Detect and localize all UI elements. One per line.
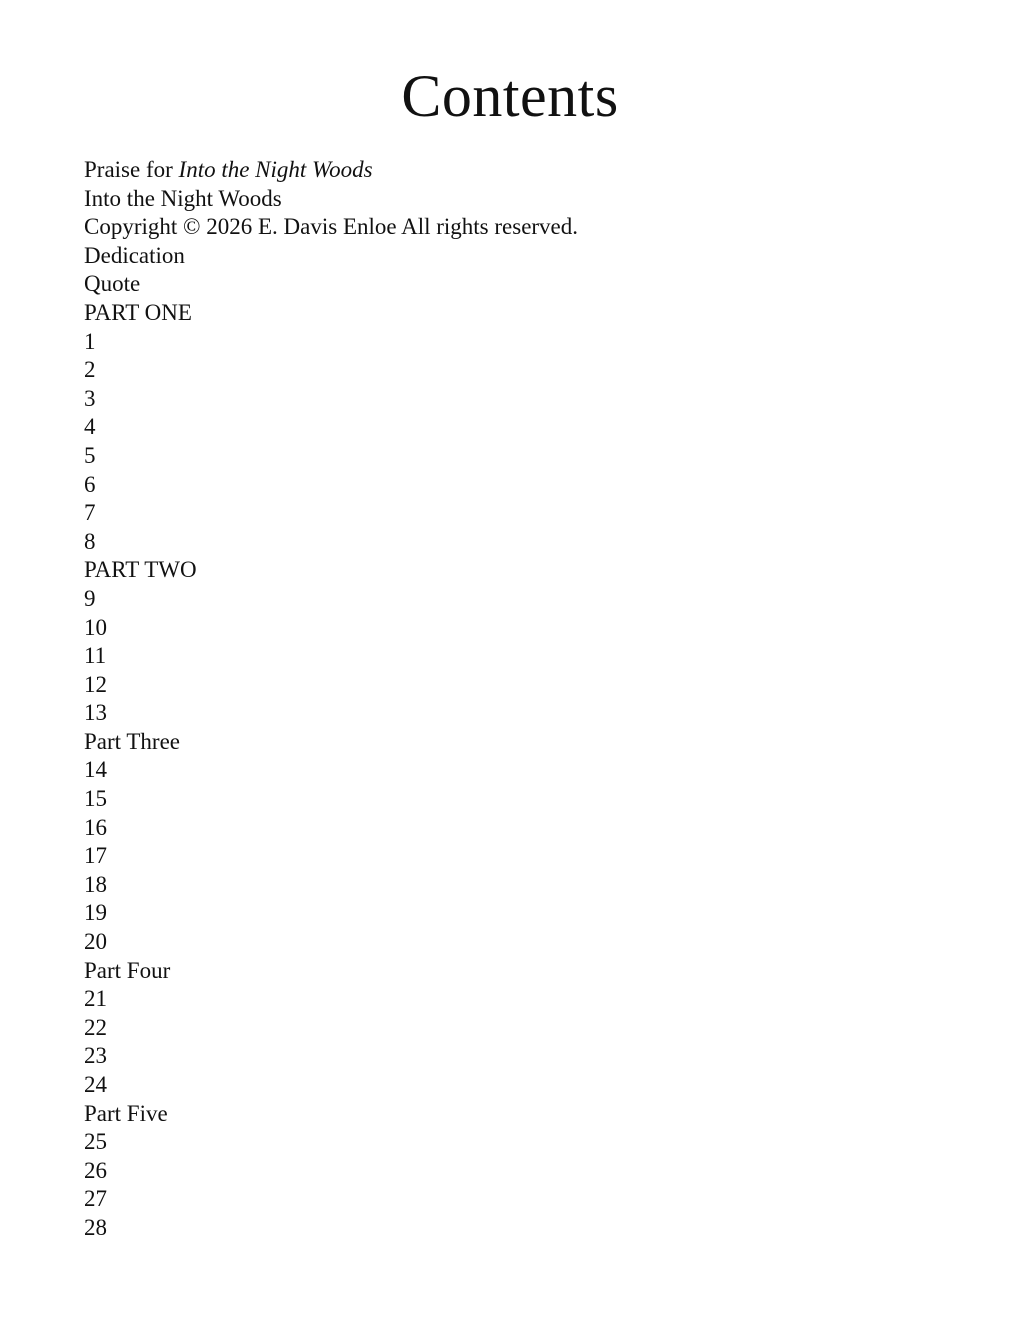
toc-chapter[interactable] (84, 842, 578, 871)
toc-entry-label: Into the Night Woods (84, 185, 282, 211)
toc-part-heading[interactable] (84, 299, 578, 328)
toc-entry-label: PART ONE (84, 299, 192, 325)
toc-entry-label: 5 (84, 442, 96, 468)
toc-entry[interactable] (84, 156, 578, 185)
toc-chapter[interactable] (84, 785, 578, 814)
toc-entry-label: Dedication (84, 242, 185, 268)
toc-entry-label: 1 (84, 328, 96, 354)
toc-chapter[interactable] (84, 756, 578, 785)
toc-entry-label: 24 (84, 1072, 107, 1097)
toc-entry-label: 4 (84, 414, 96, 440)
toc-chapter[interactable] (84, 585, 578, 614)
toc-chapter[interactable] (84, 699, 578, 728)
page-title: Contents (401, 63, 619, 129)
toc-chapter[interactable] (84, 1157, 578, 1186)
toc-entry-label: 21 (84, 986, 107, 1012)
toc-part-heading[interactable] (84, 1100, 578, 1129)
toc-chapter[interactable] (84, 528, 578, 557)
toc-entry-label: 19 (84, 900, 107, 926)
toc-entry[interactable] (84, 185, 578, 214)
toc-entry-label: 6 (84, 471, 96, 497)
toc-entry-label: 12 (84, 671, 107, 697)
toc-entry-label: 7 (84, 500, 96, 526)
toc-entry-label: 13 (84, 700, 107, 726)
toc-entry[interactable] (84, 242, 578, 271)
toc-chapter[interactable] (84, 928, 578, 957)
toc-entry-label: 25 (84, 1129, 107, 1155)
toc-chapter[interactable] (84, 442, 578, 471)
toc-entry-label: 2 (84, 357, 96, 383)
toc-part-heading[interactable] (84, 957, 578, 986)
toc-entry-label: 10 (84, 614, 107, 640)
toc-entry-label: 16 (84, 814, 107, 840)
toc-entry-label: 11 (84, 643, 107, 669)
toc-entry-label: 22 (84, 1014, 107, 1040)
toc-entry-label: 20 (84, 929, 107, 955)
toc-chapter[interactable] (84, 899, 578, 928)
toc-chapter[interactable] (84, 671, 578, 700)
toc-entry[interactable] (84, 270, 578, 299)
toc-entry-label: 23 (84, 1043, 107, 1069)
toc-chapter[interactable] (84, 1185, 578, 1214)
toc-chapter[interactable] (84, 356, 578, 385)
toc-chapter[interactable] (84, 985, 578, 1014)
toc-entry-label: PART TWO (84, 557, 197, 583)
toc-chapter[interactable] (84, 814, 578, 843)
toc-entry-label: 27 (84, 1186, 107, 1212)
toc-chapter[interactable] (84, 614, 578, 643)
toc-entry-label: 3 (84, 385, 96, 411)
table-of-contents (84, 156, 578, 1243)
toc-entry-label: 8 (84, 528, 96, 554)
toc-part-heading[interactable] (84, 728, 578, 757)
toc-chapter[interactable] (84, 471, 578, 500)
toc-entry-label: Praise for (84, 157, 179, 182)
toc-entry-label: Quote (84, 271, 141, 297)
toc-entry-label: Part Three (84, 728, 181, 754)
toc-chapter[interactable] (84, 385, 578, 414)
toc-entry-label: 18 (84, 871, 107, 897)
toc-entry-label: 9 (84, 585, 96, 611)
toc-chapter[interactable] (84, 499, 578, 528)
toc-entry-label: 26 (84, 1157, 107, 1183)
toc-chapter[interactable] (84, 1014, 578, 1043)
toc-entry-label: Part Four (84, 957, 171, 983)
toc-entry-label: 17 (84, 843, 107, 869)
toc-chapter[interactable] (84, 328, 578, 357)
toc-entry-label: 15 (84, 786, 107, 812)
toc-chapter[interactable] (84, 1071, 578, 1100)
toc-entry[interactable] (84, 213, 578, 242)
toc-entry-label: 28 (84, 1214, 107, 1240)
toc-entry-label: Part Five (84, 1100, 168, 1126)
toc-entry-label: Copyright © 2026 E. Davis Enloe All rights reserved. (84, 214, 579, 240)
toc-chapter[interactable] (84, 1214, 578, 1243)
toc-chapter[interactable] (84, 1128, 578, 1157)
toc-entry-label: 14 (84, 757, 107, 783)
toc-chapter[interactable] (84, 413, 578, 442)
toc-part-heading[interactable] (84, 556, 578, 585)
toc-chapter[interactable] (84, 871, 578, 900)
toc-chapter[interactable] (84, 1042, 578, 1071)
toc-entry-italic-label: Into the Night Woods (178, 157, 373, 182)
toc-chapter[interactable] (84, 642, 578, 671)
